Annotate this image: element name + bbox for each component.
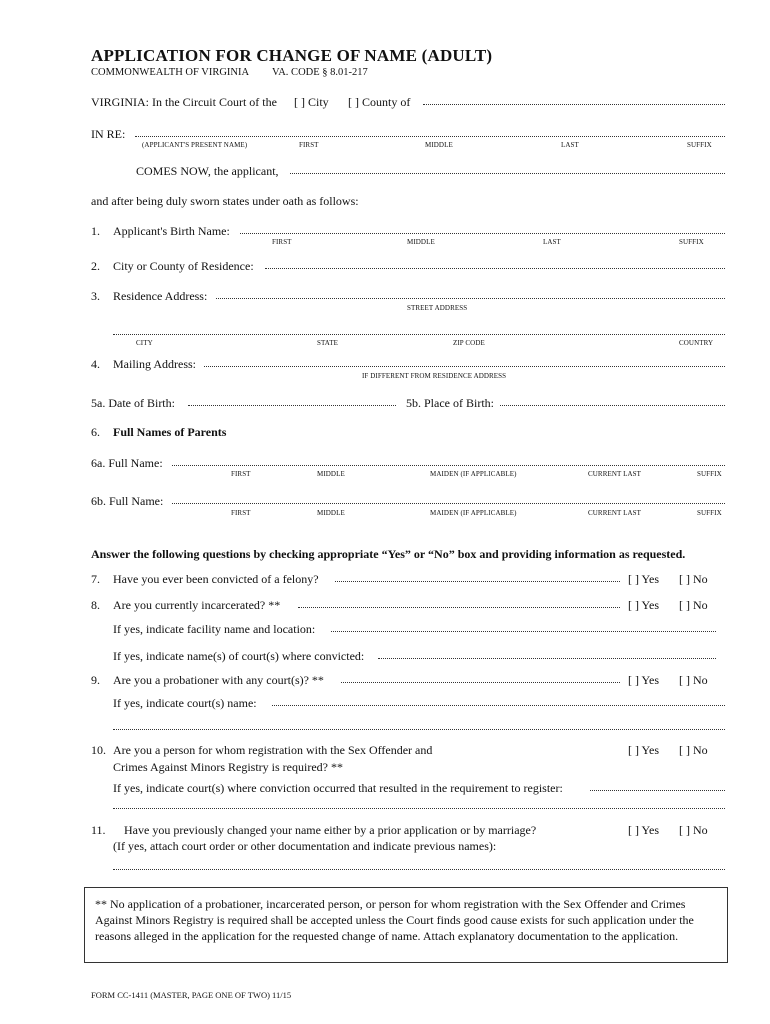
sworn-statement: and after being duly sworn states under oath as follows: bbox=[91, 194, 359, 208]
q8-no-checkbox[interactable]: [ ] No bbox=[679, 598, 708, 612]
parent2-first-label: FIRST bbox=[231, 509, 251, 517]
q1-number: 1. bbox=[91, 224, 100, 238]
q5b-label: 5b. Place of Birth: bbox=[406, 396, 494, 410]
q9-no-checkbox[interactable]: [ ] No bbox=[679, 673, 708, 687]
q2-label: City or County of Residence: bbox=[113, 259, 254, 273]
applicant-present-name-sublabel: (APPLICANT'S PRESENT NAME) bbox=[142, 141, 248, 149]
comes-now-field[interactable] bbox=[290, 173, 725, 174]
q10-label-line2: Crimes Against Minors Registry is required? ** bbox=[113, 760, 343, 774]
parent2-middle-label: MIDDLE bbox=[317, 509, 345, 517]
probation-court-field-2[interactable] bbox=[113, 729, 725, 730]
q9-number: 9. bbox=[91, 673, 100, 687]
parent1-suffix-label: SUFFIX bbox=[697, 470, 722, 478]
applicant-present-name-field[interactable] bbox=[135, 136, 725, 137]
street-address-label: STREET ADDRESS bbox=[407, 304, 468, 312]
q10-number: 10. bbox=[91, 743, 106, 757]
q10-court-label: If yes, indicate court(s) where conviction occurred that resulted in the requirement to register: bbox=[113, 781, 563, 795]
street-address-field[interactable] bbox=[216, 298, 725, 299]
birth-first-label: FIRST bbox=[272, 238, 292, 246]
city-state-zip-field[interactable] bbox=[113, 334, 725, 335]
q5a-label: 5a. Date of Birth: bbox=[91, 396, 175, 410]
state-label: STATE bbox=[317, 339, 338, 347]
q11-no-checkbox[interactable]: [ ] No bbox=[679, 823, 708, 837]
q8-label: Are you currently incarcerated? ** bbox=[113, 598, 281, 612]
parent1-maiden-label: MAIDEN (IF APPLICABLE) bbox=[430, 470, 517, 478]
birth-name-field[interactable] bbox=[240, 233, 725, 234]
q9-label: Are you a probationer with any court(s)? ** bbox=[113, 673, 324, 687]
place-of-birth-field[interactable] bbox=[500, 405, 725, 406]
mailing-address-field[interactable] bbox=[204, 366, 725, 367]
q4-number: 4. bbox=[91, 357, 100, 371]
mailing-address-note: IF DIFFERENT FROM RESIDENCE ADDRESS bbox=[362, 372, 507, 380]
q8-number: 8. bbox=[91, 598, 100, 612]
q8-facility-label: If yes, indicate facility name and location: bbox=[113, 622, 316, 636]
q7-number: 7. bbox=[91, 572, 100, 586]
q3-label: Residence Address: bbox=[113, 289, 208, 303]
birth-middle-label: MIDDLE bbox=[407, 238, 435, 246]
parent1-current-last-label: CURRENT LAST bbox=[588, 470, 641, 478]
county-name-field[interactable] bbox=[423, 104, 725, 105]
form-footer: FORM CC-1411 (MASTER, PAGE ONE OF TWO) 11/15 bbox=[91, 990, 292, 1000]
comes-now-text: COMES NOW, the applicant, bbox=[136, 164, 279, 178]
q11-label-line2: (If yes, attach court order or other documentation and indicate previous names): bbox=[113, 839, 497, 853]
parent2-maiden-label: MAIDEN (IF APPLICABLE) bbox=[430, 509, 517, 517]
inre-middle-label: MIDDLE bbox=[425, 141, 453, 149]
conviction-court-field[interactable] bbox=[378, 658, 716, 659]
city-checkbox[interactable]: [ ] City bbox=[294, 95, 329, 109]
q8-leader bbox=[298, 607, 620, 608]
inre-suffix-label: SUFFIX bbox=[687, 141, 712, 149]
court-prefix: VIRGINIA: In the Circuit Court of the bbox=[91, 95, 277, 109]
parent1-name-field[interactable] bbox=[172, 465, 725, 466]
va-code-label: VA. CODE § 8.01-217 bbox=[272, 67, 368, 78]
q10-yes-checkbox[interactable]: [ ] Yes bbox=[628, 743, 660, 757]
parent2-current-last-label: CURRENT LAST bbox=[588, 509, 641, 517]
q7-yes-checkbox[interactable]: [ ] Yes bbox=[628, 572, 660, 586]
q11-number: 11. bbox=[91, 823, 106, 837]
form-title: APPLICATION FOR CHANGE OF NAME (ADULT) bbox=[91, 46, 493, 65]
q4-label: Mailing Address: bbox=[113, 357, 196, 371]
q9-court-label: If yes, indicate court(s) name: bbox=[113, 696, 257, 710]
q9-yes-checkbox[interactable]: [ ] Yes bbox=[628, 673, 660, 687]
q11-label-line1: Have you previously changed your name either by a prior application or by marriage? bbox=[124, 823, 537, 837]
yes-no-instructions: Answer the following questions by checking appropriate “Yes” or “No” box and providing information as requested. bbox=[91, 547, 686, 561]
inre-label: IN RE: bbox=[91, 127, 126, 141]
q7-label: Have you ever been convicted of a felony? bbox=[113, 572, 319, 586]
q8-court-label: If yes, indicate name(s) of court(s) where convicted: bbox=[113, 649, 365, 663]
parent2-name-field[interactable] bbox=[172, 503, 725, 504]
q9-leader bbox=[341, 682, 620, 683]
q6b-label: 6b. Full Name: bbox=[91, 494, 164, 508]
parent1-middle-label: MIDDLE bbox=[317, 470, 345, 478]
country-label: COUNTRY bbox=[679, 339, 714, 347]
date-of-birth-field[interactable] bbox=[188, 405, 396, 406]
q7-leader bbox=[335, 581, 620, 582]
probation-court-field[interactable] bbox=[272, 705, 725, 706]
commonwealth-label: COMMONWEALTH OF VIRGINIA bbox=[91, 67, 250, 78]
q1-label: Applicant's Birth Name: bbox=[113, 224, 230, 238]
q10-label-line1: Are you a person for whom registration with the Sex Offender and bbox=[113, 743, 433, 757]
zip-code-label: ZIP CODE bbox=[453, 339, 485, 347]
birth-suffix-label: SUFFIX bbox=[679, 238, 704, 246]
q6-number: 6. bbox=[91, 425, 100, 439]
q6-label: Full Names of Parents bbox=[113, 425, 227, 439]
residence-city-county-field[interactable] bbox=[265, 268, 725, 269]
inre-first-label: FIRST bbox=[299, 141, 319, 149]
registry-court-field[interactable] bbox=[590, 790, 725, 791]
q8-yes-checkbox[interactable]: [ ] Yes bbox=[628, 598, 660, 612]
q7-no-checkbox[interactable]: [ ] No bbox=[679, 572, 708, 586]
county-checkbox[interactable]: [ ] County of bbox=[348, 95, 411, 109]
q11-yes-checkbox[interactable]: [ ] Yes bbox=[628, 823, 660, 837]
inre-last-label: LAST bbox=[561, 141, 579, 149]
q6a-label: 6a. Full Name: bbox=[91, 456, 163, 470]
registry-note-box: ** No application of a probationer, incarcerated person, or person for whom registration with the Sex Offender and Crimes Against Minors Registry is required shall be accepted unless the Court finds good cause exists for such application under the reasons alleged in the application for the requested change of name. Attach explanatory documentation to the application. bbox=[84, 887, 728, 963]
q2-number: 2. bbox=[91, 259, 100, 273]
q3-number: 3. bbox=[91, 289, 100, 303]
q10-no-checkbox[interactable]: [ ] No bbox=[679, 743, 708, 757]
registry-court-field-2[interactable] bbox=[113, 808, 725, 809]
facility-field[interactable] bbox=[331, 631, 716, 632]
parent1-first-label: FIRST bbox=[231, 470, 251, 478]
previous-names-field[interactable] bbox=[113, 869, 725, 870]
parent2-suffix-label: SUFFIX bbox=[697, 509, 722, 517]
city-label: CITY bbox=[136, 339, 153, 347]
birth-last-label: LAST bbox=[543, 238, 561, 246]
